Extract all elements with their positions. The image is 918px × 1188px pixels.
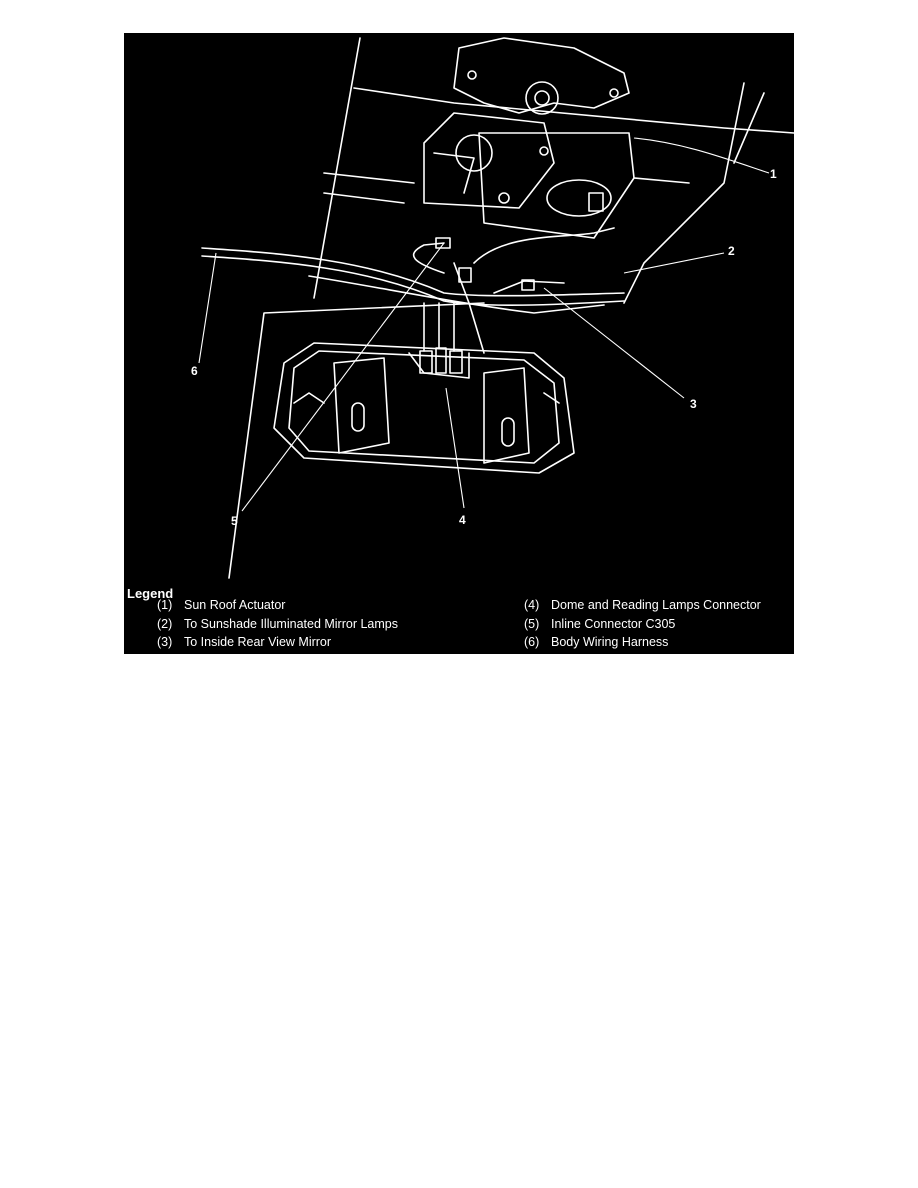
legend-item-4: [524, 596, 761, 615]
body-wiring-harness: [202, 228, 624, 353]
callout-6: 6: [191, 364, 198, 378]
legend-item-label: To Sunshade Illuminated Mirror Lamps: [184, 616, 398, 631]
callout-3: 3: [690, 397, 697, 411]
legend-item-label: Sun Roof Actuator: [184, 598, 286, 612]
roof-rail-right-2: [734, 93, 764, 163]
legend-column-right: [524, 596, 761, 652]
legend-column-left: [157, 596, 398, 652]
legend-item-number: (2): [157, 616, 173, 631]
callout-2: 2: [728, 244, 735, 258]
legend-item-label: Inline Connector C305: [551, 616, 676, 631]
legend-item-number: (6): [524, 635, 540, 649]
wiring-diagram-figure: [124, 33, 794, 654]
legend-item-5: [524, 615, 761, 634]
roof-rail-right: [624, 83, 744, 303]
sun-roof-actuator: [424, 38, 689, 238]
callout-5: 5: [231, 514, 238, 528]
leader-line-1: [634, 138, 769, 173]
wiring-illustration: [124, 33, 794, 583]
legend-item-1: [157, 596, 398, 615]
leader-line-5: [242, 243, 444, 511]
leader-line-6: [199, 253, 216, 363]
legend-item-number: (4): [524, 598, 540, 612]
legend-item-label: Dome and Reading Lamps Connector: [551, 598, 761, 612]
legend-title: Legend: [127, 586, 174, 601]
roof-crossbar-mid: [324, 173, 414, 203]
legend-item-number: (5): [524, 616, 540, 631]
legend-item-label: To Inside Rear View Mirror: [184, 635, 332, 649]
legend-item-label: Body Wiring Harness: [551, 635, 669, 649]
leader-line-2: [624, 253, 724, 273]
legend: [124, 583, 794, 654]
callout-1: 1: [770, 167, 777, 181]
legend-item-3: [157, 633, 398, 652]
roof-crossbar-top: [354, 88, 794, 133]
callout-4: 4: [459, 513, 466, 527]
legend-item-6: [524, 633, 761, 652]
legend-item-number: (3): [157, 635, 173, 649]
leader-line-4: [446, 388, 464, 508]
legend-item-number: (1): [157, 598, 173, 612]
dome-reading-lamp-assembly: [274, 303, 574, 473]
legend-item-2: [157, 615, 398, 634]
